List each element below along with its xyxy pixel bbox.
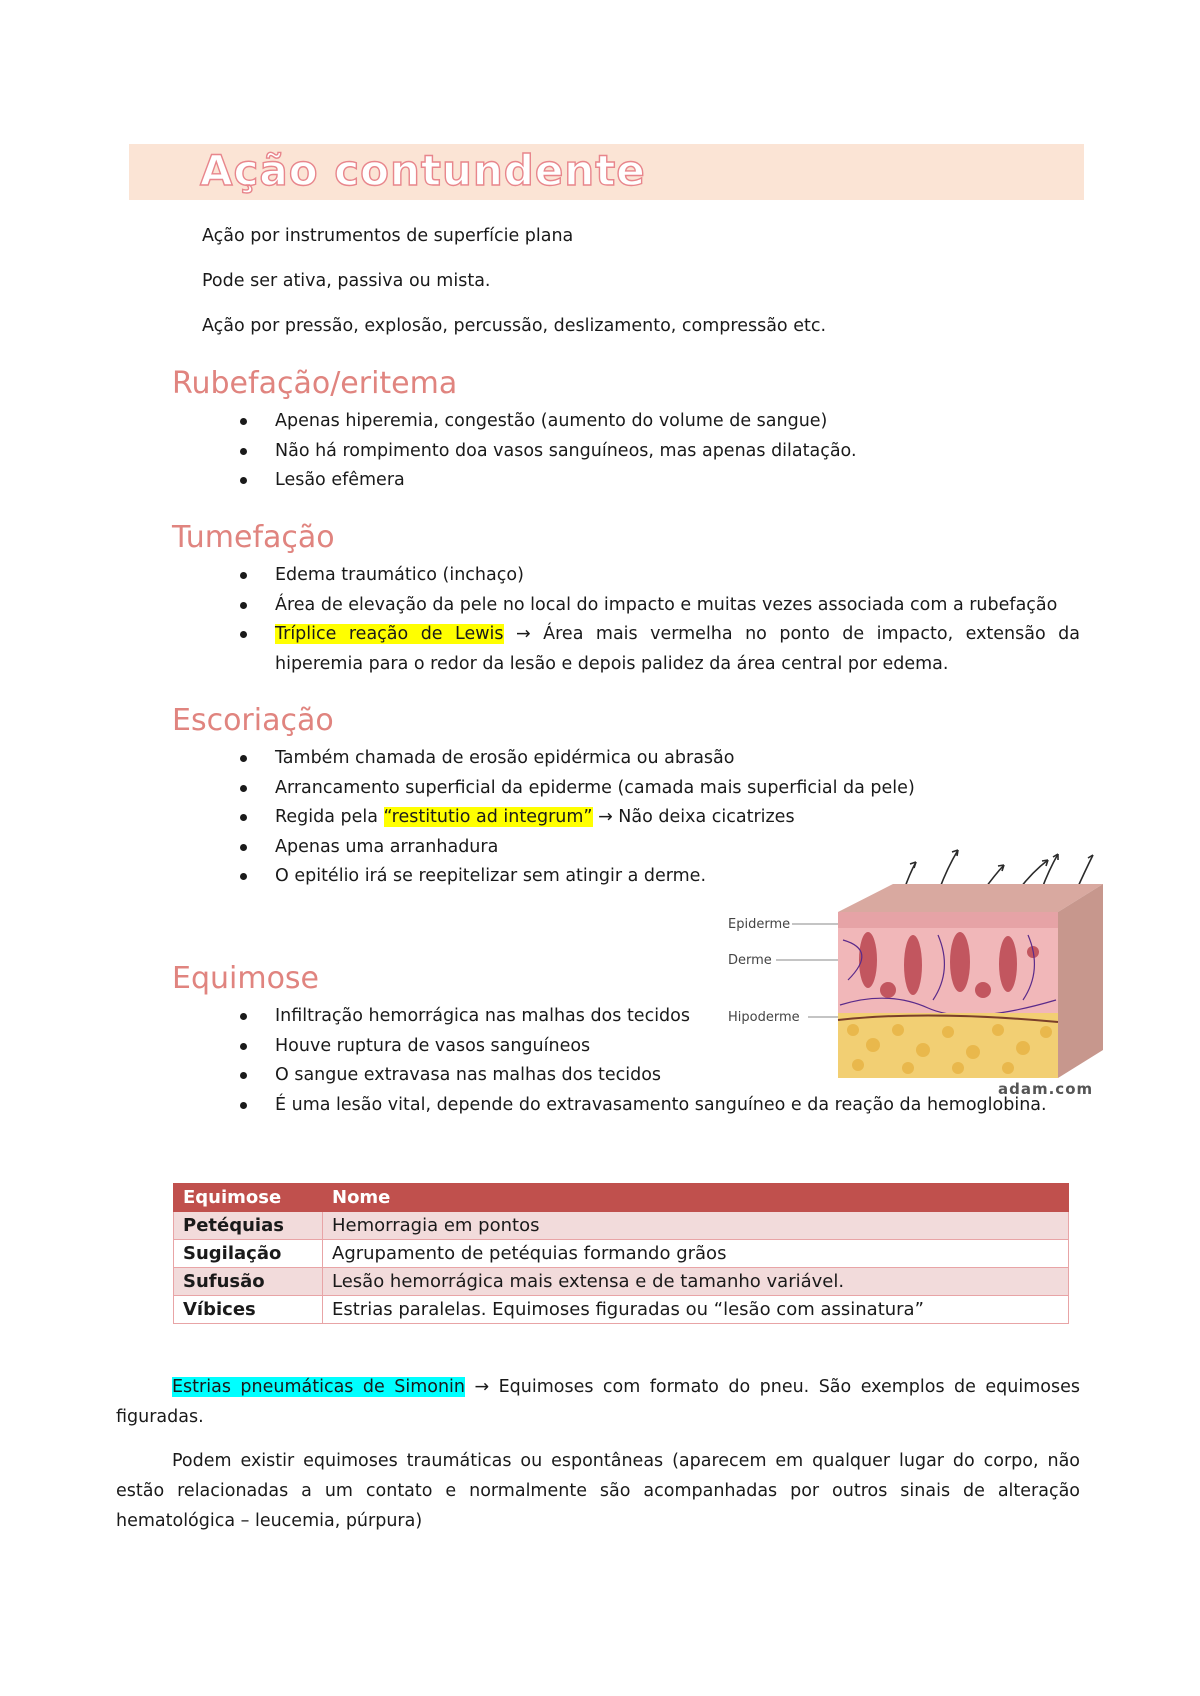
bullet-icon [240,1043,247,1050]
highlight-lewis: Tríplice reação de Lewis [275,624,504,644]
table-cell: Estrias paralelas. Equimoses figuradas ou “lesão com assinatura” [323,1296,1069,1324]
bullet-icon [240,1013,247,1020]
intro-line-3: Ação por pressão, explosão, percussão, deslizamento, compressão etc. [202,316,827,336]
table-row [174,1296,1069,1324]
bullet-icon [240,1102,247,1109]
document-page: Ação contundente Ação por instrumentos de superfície plana Pode ser ativa, passiva ou mista. Ação por pressão, explosão, percussão, deslizamento, compressão etc. Rubefação/eritema Apenas hiperemia, congestão (aumento do volume de sangue) Não há rompimento doa vasos sanguíneos, mas apenas dilatação. Lesão efêmera Tumefação Edema traumático (inchaço) Área de elevação da pele no local do impacto e muitas vezes associada com a rubefação Tríplice reação de Lewis → Área mais vermelha no ponto de impacto, extensão da hiperemia para o redor da lesão e depois palidez da área central por edema. Escoriação Também chamada de erosão epidérmica ou abrasão Arrancamento superficial da epiderme (camada mais superficial da pele) Regida pela “restitutio ad integrum” → Não deixa cicatrizes Apenas uma arranhadura O epitélio irá se reepitelizar sem atingir a derme. Epiderme Derme Hipoderme adam.com Equimose Infiltração hemorrágica nas malhas dos tecidos Houve ruptura de vasos sanguíneos O sangue extravasa nas malhas dos tecidos É uma lesão vital, depende do extravasamento sanguíneo e da reação da hemoglobina. Equimose Nome Petéquias Hemorragia em pontos Sugilação Agrupamento de petéquias formando grãos Sufusão Lesão hemorrágica mais extensa e de tamanho variável. Víbices Estrias paralelas. Equimoses figuradas ou “lesão com assinatura” Estrias pneumáticas de Simonin → Equimoses com formato do pneu. São exemplos de equimoses figuradas. Podem existir equimoses traumáticas ou espontâneas (aparecem em qualquer lugar do corpo, não estão relacionadas a um contato e normalmente são acompanhadas por outros sinais de alteração hematológica – leucemia, púrpura) [0,0,1200,1696]
equimose-table [173,1183,1069,1324]
bullet-icon [240,1072,247,1079]
paragraph-closing: Podem existir equimoses traumáticas ou espontâneas (aparecem em qualquer lugar do corpo, não estão relacionadas a um contato e normalmente são acompanhadas por outros sinais de alteração hematológica – leucemia, púrpura) [116,1451,1080,1531]
bullet-icon [240,477,247,484]
table-cell: Víbices [174,1296,323,1324]
table-cell: Sufusão [174,1268,323,1296]
list-item-lewis: Tríplice reação de Lewis → Área mais vermelha no ponto de impacto, extensão da hiperemia para o redor da lesão e depois palidez da área central por edema. [275,624,1081,674]
bullet-icon [240,631,247,638]
bullet-icon [240,418,247,425]
highlight-restitutio: “restitutio ad integrum” [383,807,593,827]
bullet-icon [240,448,247,455]
table-header-cell: Nome [323,1184,1069,1212]
table-cell: Petéquias [174,1212,323,1240]
skin-layers-figure [728,840,1108,1096]
table-cell: Hemorragia em pontos [323,1212,1069,1240]
label-derme: Derme [728,953,772,968]
table-cell: Lesão hemorrágica mais extensa e de tamanho variável. [323,1268,1069,1296]
page-title: Ação contundente [200,146,646,195]
highlight-simonin: Estrias pneumáticas de Simonin [172,1377,465,1397]
table-header-row [174,1184,1069,1212]
label-leaders [776,924,838,1017]
bullet-icon [240,755,247,762]
bullet-icon [240,814,247,821]
label-hipoderme: Hipoderme [728,1010,800,1025]
table-row [174,1212,1069,1240]
heading-equimose: Equimose [172,961,320,996]
figure-credit: adam.com [998,1080,1094,1096]
bullet-icon [240,602,247,609]
table-row [174,1268,1069,1296]
table-header-cell: Equimose [174,1184,323,1212]
bullet-icon [240,785,247,792]
skin-surface [838,884,1103,912]
heading-rubefacao: Rubefação/eritema [172,366,458,401]
title-banner [129,144,1084,200]
table-cell: Agrupamento de petéquias formando grãos [323,1240,1069,1268]
intro-line-2: Pode ser ativa, passiva ou mista. [202,271,491,291]
table-cell: Sugilação [174,1240,323,1268]
figure-labels [728,917,800,1025]
label-epiderme: Epiderme [728,917,791,932]
heading-escoriacao: Escoriação [172,703,334,738]
bullet-icon [240,873,247,880]
paragraph-simonin: Estrias pneumáticas de Simonin → Equimoses com formato do pneu. São exemplos de equimoses figuradas. [116,1377,1080,1427]
bullet-icon [240,844,247,851]
bullet-icon [240,572,247,579]
skin-side [1058,884,1103,1078]
intro-line-1: Ação por instrumentos de superfície plana [202,226,574,246]
epidermis-layer [838,912,1058,928]
heading-tumefacao: Tumefação [172,520,335,555]
table-row [174,1240,1069,1268]
